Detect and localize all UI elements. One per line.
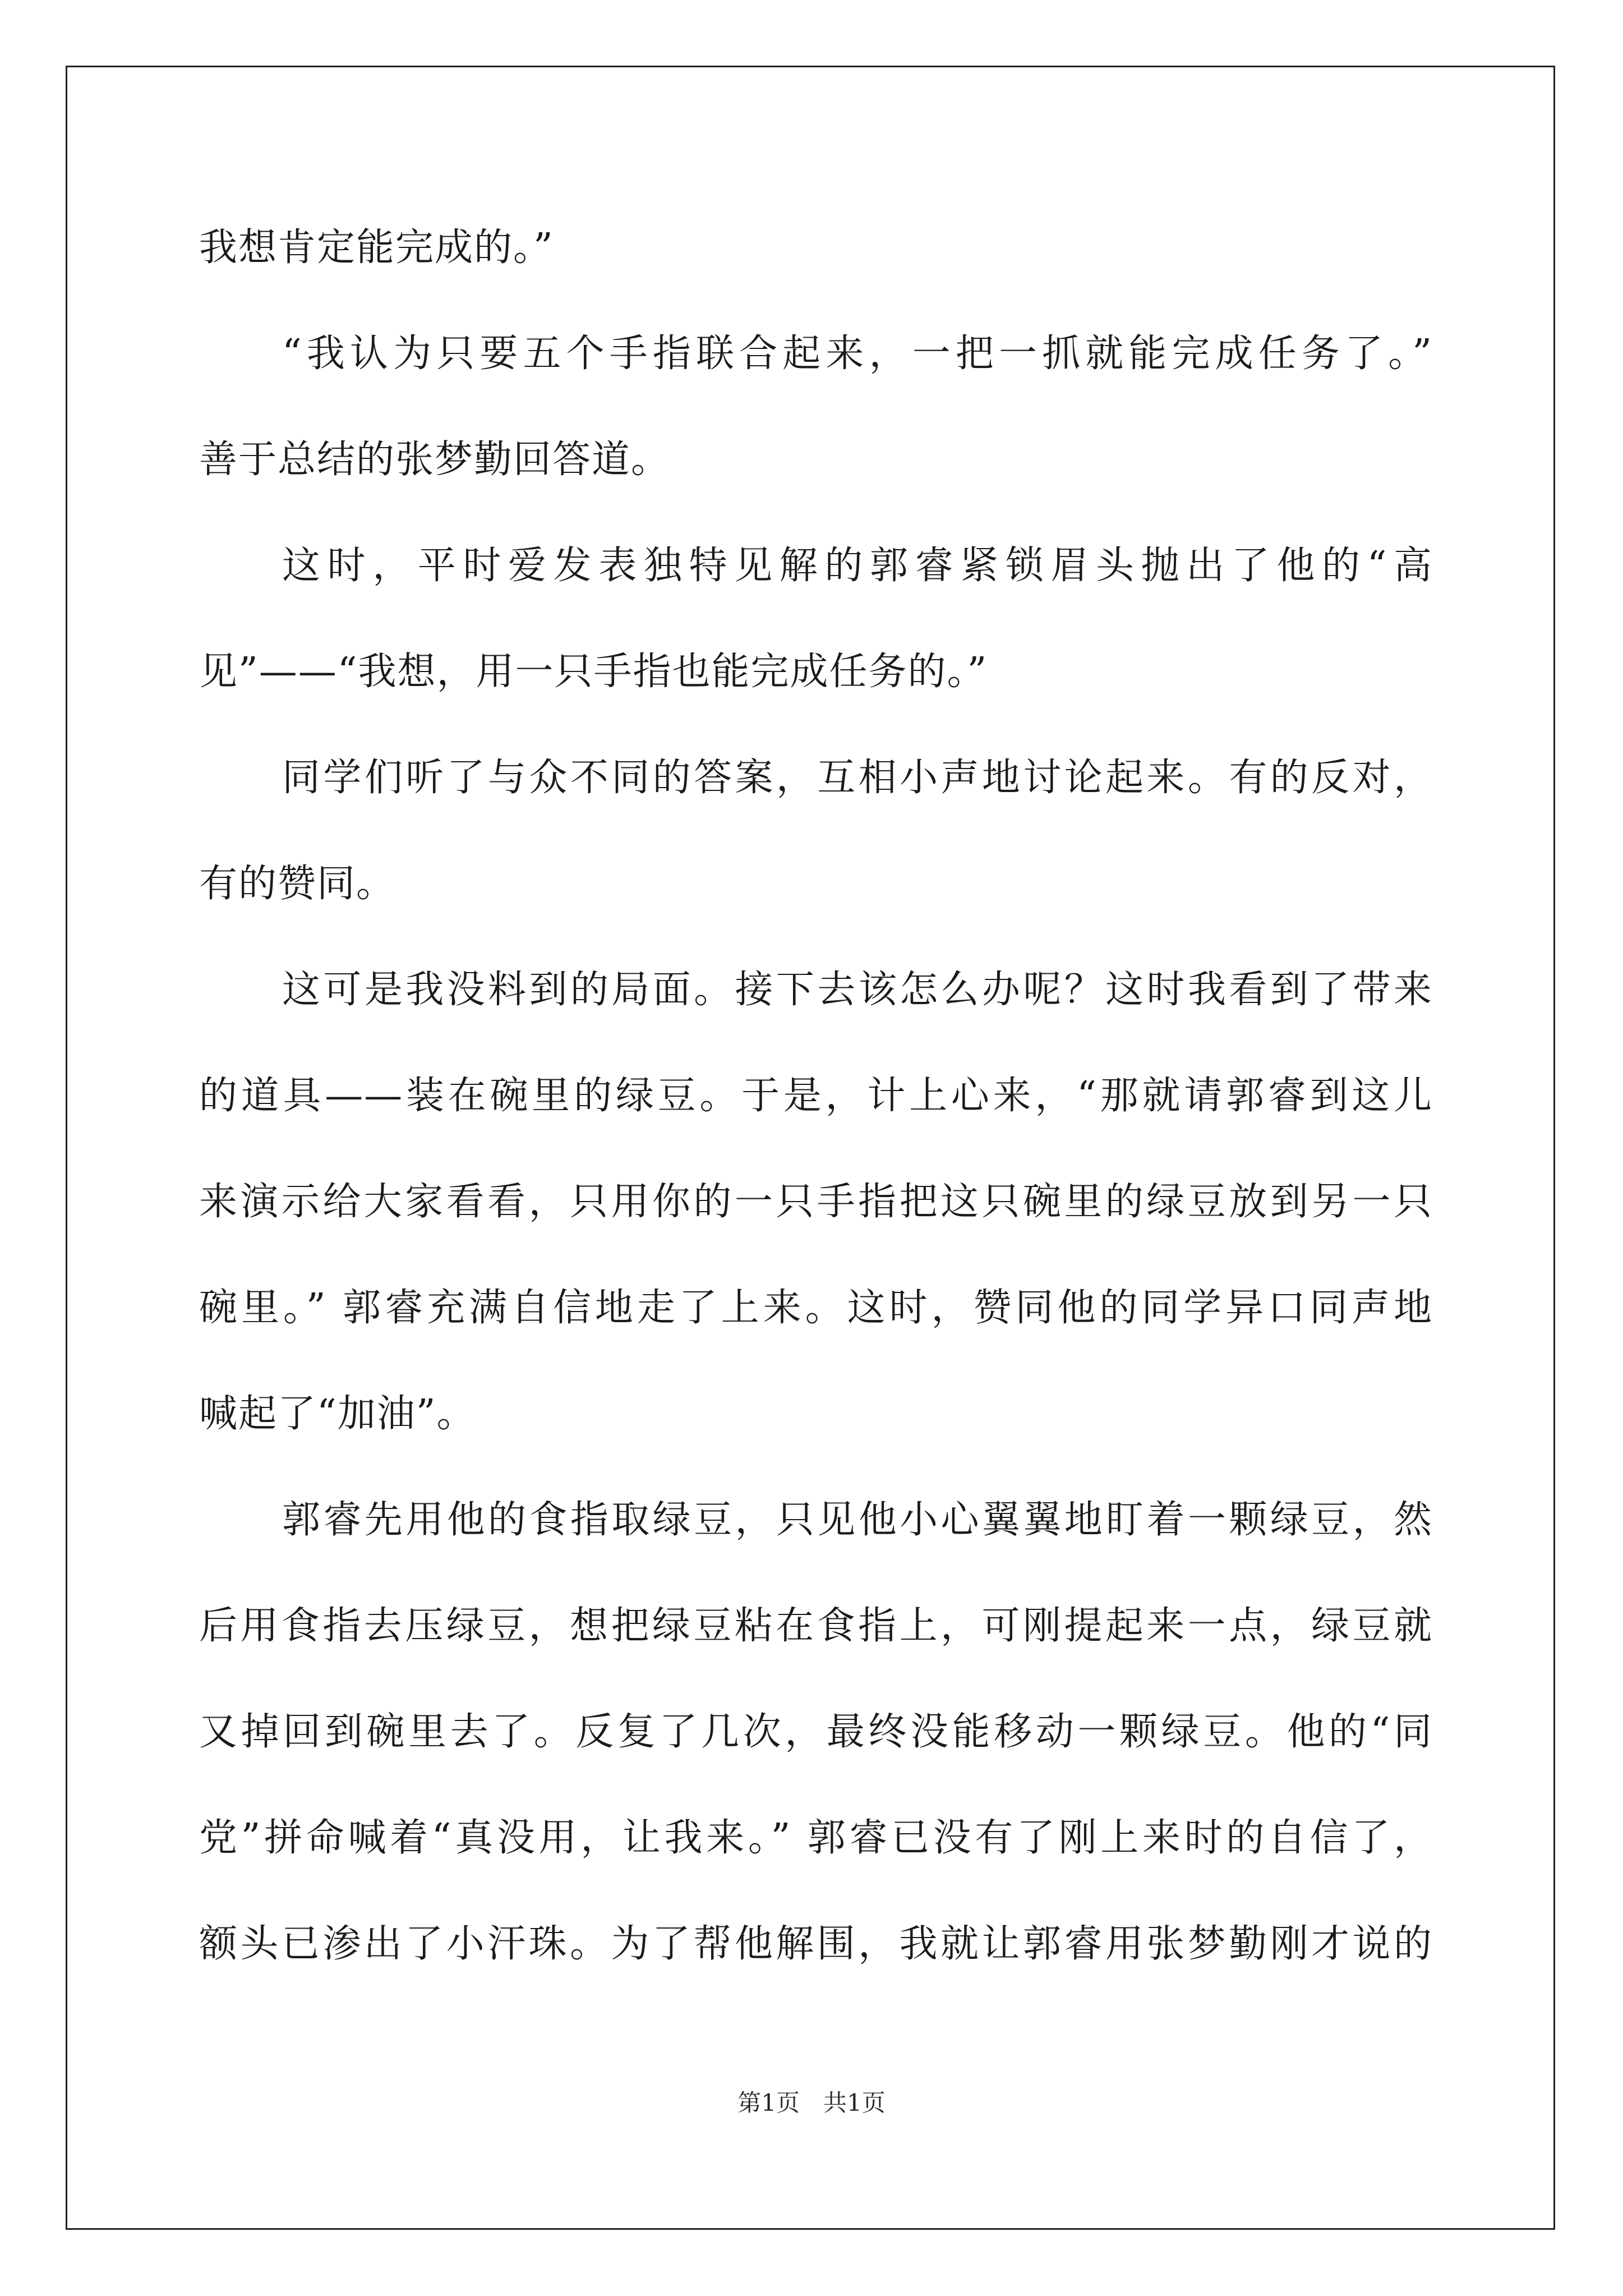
text-line: 又掉回到碗里去了。反复了几次，最终没能移动一颗绿豆。他的“同 xyxy=(199,1710,1433,1754)
text-line: 同学们听了与众不同的答案，互相小声地讨论起来。有的反对， xyxy=(282,756,1433,800)
text-line: 的道具——装在碗里的绿豆。于是，计上心来，“那就请郭睿到这儿 xyxy=(199,1074,1433,1118)
page-number-footer: 第1页 共1页 xyxy=(737,2089,886,2116)
text-line: 喊起了“加油”。 xyxy=(199,1392,476,1436)
page-border xyxy=(66,66,1555,2230)
text-line: “我认为只要五个手指联合起来，一把一抓就能完成任务了。” xyxy=(282,332,1433,376)
text-line: 有的赞同。 xyxy=(199,862,396,906)
text-line: 这时，平时爱发表独特见解的郭睿紧锁眉头抛出了他的“高 xyxy=(282,544,1433,588)
text-line: 党”拼命喊着“真没用，让我来。” 郭睿已没有了刚上来时的自信了， xyxy=(199,1816,1433,1860)
text-line: 来演示给大家看看，只用你的一只手指把这只碗里的绿豆放到另一只 xyxy=(199,1180,1433,1224)
text-line: 后用食指去压绿豆，想把绿豆粘在食指上，可刚提起来一点，绿豆就 xyxy=(199,1604,1433,1648)
text-line: 郭睿先用他的食指取绿豆，只见他小心翼翼地盯着一颗绿豆，然 xyxy=(282,1498,1433,1542)
text-line: 额头已渗出了小汗珠。为了帮他解围，我就让郭睿用张梦勤刚才说的 xyxy=(199,1922,1433,1966)
text-line: 见”——“我想，用一只手指也能完成任务的。” xyxy=(199,650,988,694)
text-line: 这可是我没料到的局面。接下去该怎么办呢？这时我看到了带来 xyxy=(282,968,1433,1012)
text-line: 碗里。” 郭睿充满自信地走了上来。这时，赞同他的同学异口同声地 xyxy=(199,1286,1433,1330)
text-line: 善于总结的张梦勤回答道。 xyxy=(199,438,671,482)
text-line: 我想肯定能完成的。” xyxy=(199,226,554,270)
